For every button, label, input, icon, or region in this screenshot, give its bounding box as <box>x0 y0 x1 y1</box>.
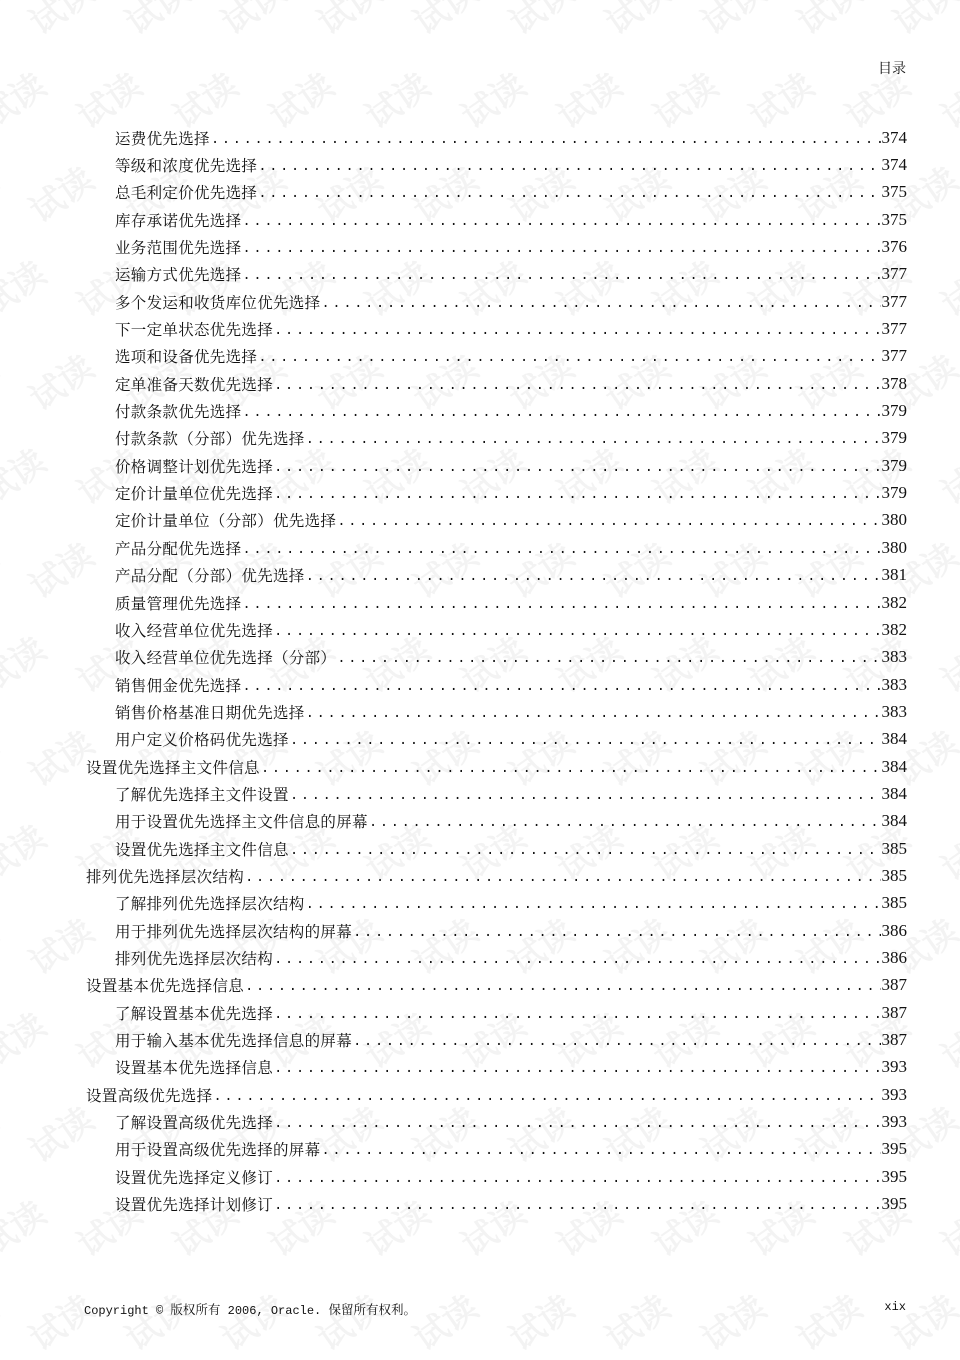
dot-leader <box>353 925 880 941</box>
toc-entry-title: 了解设置基本优先选择 <box>115 1004 274 1023</box>
dot-leader <box>258 350 880 366</box>
watermark-text <box>0 341 6 420</box>
toc-entry-title: 多个发运和收货库位优先选择 <box>115 293 321 312</box>
toc-entry-title: 排列优先选择层次结构 <box>115 949 274 968</box>
dot-leader <box>321 296 880 312</box>
watermark-text <box>210 0 294 44</box>
watermark-text <box>114 0 198 44</box>
dot-leader <box>321 1143 880 1159</box>
toc-entry-page: 377 <box>881 264 907 284</box>
toc-entry[interactable] <box>86 726 907 753</box>
toc-entry[interactable] <box>86 288 907 315</box>
watermark-text <box>0 623 54 702</box>
watermark-text <box>18 0 102 44</box>
watermark-text <box>930 247 960 326</box>
watermark-text <box>594 1281 678 1360</box>
toc-entry-title: 产品分配优先选择 <box>115 539 242 558</box>
page-number: xix <box>884 1300 906 1314</box>
dot-leader <box>274 1061 880 1077</box>
watermark-text <box>402 0 486 44</box>
toc-entry-page: 379 <box>881 455 907 475</box>
dot-leader <box>242 268 880 284</box>
toc-entry-page: 383 <box>881 647 907 667</box>
toc-entry[interactable] <box>86 944 907 971</box>
toc-entry-page: 374 <box>881 127 907 147</box>
dot-leader <box>211 132 881 148</box>
dot-leader <box>261 761 881 777</box>
dot-leader <box>242 241 880 257</box>
watermark-text <box>930 811 960 890</box>
toc-entry-page: 377 <box>881 346 907 366</box>
toc-entry-title: 付款条款优先选择 <box>115 403 242 422</box>
toc-entry[interactable] <box>86 589 907 616</box>
toc-entry[interactable] <box>86 1136 907 1163</box>
toc-entry[interactable] <box>86 179 907 206</box>
toc-entry-title: 销售佣金优先选择 <box>115 676 242 695</box>
toc-entry-title: 运费优先选择 <box>115 129 210 148</box>
toc-entry-title: 用于设置优先选择主文件信息的屏幕 <box>115 813 368 832</box>
toc-entry-title: 排列优先选择层次结构 <box>86 867 245 886</box>
dot-leader <box>274 460 880 476</box>
dot-leader <box>306 706 881 722</box>
toc-entry[interactable] <box>86 862 907 889</box>
dot-leader <box>242 405 880 421</box>
toc-entry-title: 收入经营单位优先选择（分部） <box>115 649 337 668</box>
toc-entry-page: 384 <box>881 756 907 776</box>
watermark-text <box>306 0 390 44</box>
toc-entry-title: 设置优先选择计划修订 <box>115 1196 274 1215</box>
toc-entry[interactable] <box>86 917 907 944</box>
toc-entry[interactable] <box>86 644 907 671</box>
watermark-text <box>930 623 960 702</box>
toc-entry[interactable] <box>86 562 907 589</box>
toc-entry-page: 374 <box>881 155 907 175</box>
toc-entry[interactable] <box>86 1026 907 1053</box>
watermark-text <box>0 153 6 232</box>
dot-leader <box>274 624 880 640</box>
toc-entry-title: 了解优先选择主文件设置 <box>115 785 289 804</box>
toc-entry-title: 设置基本优先选择信息 <box>86 977 245 996</box>
toc-entry-title: 定价计量单位优先选择 <box>115 485 274 504</box>
toc-entry-page: 383 <box>881 701 907 721</box>
toc-entry[interactable] <box>86 999 907 1026</box>
dot-leader <box>242 679 880 695</box>
toc-entry[interactable] <box>86 206 907 233</box>
toc-entry[interactable] <box>86 1163 907 1190</box>
watermark-text <box>690 1281 774 1360</box>
dot-leader <box>290 843 881 859</box>
toc-entry-page: 384 <box>881 783 907 803</box>
toc-entry-page: 387 <box>881 975 907 995</box>
toc-entry-title: 设置优先选择主文件信息 <box>115 840 289 859</box>
toc-entry-page: 385 <box>881 865 907 885</box>
toc-entry-title: 设置高级优先选择 <box>86 1086 213 1105</box>
toc-entry[interactable] <box>86 425 907 452</box>
toc-entry-title: 选项和设备优先选择 <box>115 348 258 367</box>
watermark-text <box>0 1187 54 1266</box>
watermark-text <box>0 435 54 514</box>
dot-leader <box>274 1007 880 1023</box>
dot-leader <box>258 159 880 175</box>
toc-entry-page: 379 <box>881 401 907 421</box>
toc-entry-title: 下一定单状态优先选择 <box>115 321 274 340</box>
dot-leader <box>337 651 880 667</box>
toc-entry-title: 价格调整计划优先选择 <box>115 457 274 476</box>
toc-entry[interactable] <box>86 315 907 342</box>
toc-entry[interactable] <box>86 808 907 835</box>
watermark-text <box>0 59 54 138</box>
toc-entry[interactable] <box>86 1108 907 1135</box>
toc-entry-title: 用于设置高级优先选择的屏幕 <box>115 1141 321 1160</box>
watermark-text <box>0 811 54 890</box>
dot-leader <box>242 214 880 230</box>
watermark-text <box>0 0 6 44</box>
toc-entry-page: 384 <box>881 729 907 749</box>
watermark-text <box>882 0 960 44</box>
toc-entry-page: 384 <box>881 811 907 831</box>
dot-leader <box>213 1089 880 1105</box>
watermark-text <box>0 247 54 326</box>
toc-entry[interactable] <box>86 124 907 151</box>
dot-leader <box>306 432 881 448</box>
watermark-text <box>18 1281 102 1360</box>
dot-leader <box>274 1198 880 1214</box>
toc-entry-title: 等级和浓度优先选择 <box>115 157 258 176</box>
toc-entry-title: 设置优先选择主文件信息 <box>86 758 260 777</box>
watermark-text <box>882 1281 960 1360</box>
toc-entry[interactable] <box>86 233 907 260</box>
toc-entry-title: 了解设置高级优先选择 <box>115 1114 274 1133</box>
toc-entry[interactable] <box>86 1081 907 1108</box>
toc-entry[interactable] <box>86 1054 907 1081</box>
toc-entry-page: 382 <box>881 592 907 612</box>
dot-leader <box>290 788 881 804</box>
dot-leader <box>290 733 881 749</box>
toc-entry-page: 395 <box>881 1139 907 1159</box>
toc-entry[interactable] <box>86 370 907 397</box>
toc-entry-page: 375 <box>881 182 907 202</box>
toc-entry[interactable] <box>86 972 907 999</box>
toc-entry-title: 库存承诺优先选择 <box>115 211 242 230</box>
toc-entry-page: 380 <box>881 537 907 557</box>
toc-entry[interactable] <box>86 151 907 178</box>
toc-entry-page: 385 <box>881 838 907 858</box>
toc-entry-title: 设置基本优先选择信息 <box>115 1059 274 1078</box>
toc-entry-page: 377 <box>881 291 907 311</box>
toc-entry-page: 379 <box>881 483 907 503</box>
toc-entry-page: 395 <box>881 1194 907 1214</box>
toc-entry-title: 收入经营单位优先选择 <box>115 621 274 640</box>
toc-entry-title: 总毛利定价优先选择 <box>115 184 258 203</box>
watermark-text <box>930 435 960 514</box>
toc-entry-page: 383 <box>881 674 907 694</box>
toc-entry-page: 381 <box>881 565 907 585</box>
table-of-contents <box>86 124 907 1218</box>
watermark-text <box>498 0 582 44</box>
toc-entry-title: 业务范围优先选择 <box>115 239 242 258</box>
toc-entry-page: 387 <box>881 1002 907 1022</box>
toc-entry-page: 386 <box>881 920 907 940</box>
dot-leader <box>274 323 880 339</box>
dot-leader <box>369 815 881 831</box>
toc-entry-title: 质量管理优先选择 <box>115 594 242 613</box>
watermark-text <box>306 1281 390 1360</box>
toc-entry-title: 设置优先选择定义修订 <box>115 1168 274 1187</box>
watermark-text <box>786 1281 870 1360</box>
section-header: 目录 <box>878 61 906 77</box>
watermark-text <box>594 0 678 44</box>
toc-entry-page: 377 <box>881 319 907 339</box>
toc-entry[interactable] <box>86 343 907 370</box>
toc-entry[interactable] <box>86 507 907 534</box>
toc-entry-title: 用于排列优先选择层次结构的屏幕 <box>115 922 353 941</box>
watermark-text <box>930 999 960 1078</box>
toc-entry-page: 385 <box>881 893 907 913</box>
toc-entry-page: 382 <box>881 619 907 639</box>
toc-entry-page: 376 <box>881 237 907 257</box>
watermark-text <box>930 1187 960 1266</box>
dot-leader <box>274 378 880 394</box>
toc-entry[interactable] <box>86 698 907 725</box>
watermark-text <box>930 59 960 138</box>
toc-entry-page: 379 <box>881 428 907 448</box>
toc-entry[interactable] <box>86 753 907 780</box>
watermark-text <box>0 717 6 796</box>
toc-entry[interactable] <box>86 452 907 479</box>
toc-entry[interactable] <box>86 1190 907 1217</box>
toc-entry[interactable] <box>86 534 907 561</box>
watermark-text <box>210 1281 294 1360</box>
toc-entry-title: 用于输入基本优先选择信息的屏幕 <box>115 1032 353 1051</box>
watermark-text <box>114 1281 198 1360</box>
toc-entry-page: 380 <box>881 510 907 530</box>
toc-entry[interactable] <box>86 890 907 917</box>
toc-entry[interactable] <box>86 479 907 506</box>
dot-leader <box>242 597 880 613</box>
toc-entry-title: 用户定义价格码优先选择 <box>115 731 289 750</box>
watermark-text <box>0 1281 6 1360</box>
toc-entry-page: 393 <box>881 1112 907 1132</box>
toc-entry[interactable] <box>86 397 907 424</box>
toc-entry-title: 销售价格基准日期优先选择 <box>115 703 305 722</box>
toc-entry[interactable] <box>86 616 907 643</box>
toc-entry-page: 378 <box>881 373 907 393</box>
toc-entry-page: 375 <box>881 209 907 229</box>
watermark-text <box>498 1281 582 1360</box>
toc-entry-title: 产品分配（分部）优先选择 <box>115 567 305 586</box>
copyright-notice: Copyright © 版权所有 2006, Oracle. 保留所有权利。 <box>84 1302 416 1318</box>
toc-entry[interactable] <box>86 835 907 862</box>
dot-leader <box>274 487 880 503</box>
dot-leader <box>242 542 880 558</box>
watermark-text <box>786 0 870 44</box>
watermark-text <box>0 905 6 984</box>
dot-leader <box>245 979 880 995</box>
toc-entry[interactable] <box>86 671 907 698</box>
watermark-text <box>0 1093 6 1172</box>
dot-leader <box>353 1034 880 1050</box>
toc-entry-title: 定单准备天数优先选择 <box>115 375 274 394</box>
page-footer <box>84 1300 906 1318</box>
dot-leader <box>274 952 880 968</box>
toc-entry[interactable] <box>86 261 907 288</box>
watermark-text <box>0 999 54 1078</box>
watermark-text <box>0 529 6 608</box>
dot-leader <box>306 569 881 585</box>
dot-leader <box>245 870 880 886</box>
toc-entry-title: 付款条款（分部）优先选择 <box>115 430 305 449</box>
dot-leader <box>306 897 881 913</box>
toc-entry-page: 386 <box>881 947 907 967</box>
dot-leader <box>337 514 880 530</box>
dot-leader <box>274 1116 880 1132</box>
toc-entry-page: 387 <box>881 1030 907 1050</box>
dot-leader <box>258 186 880 202</box>
toc-entry-page: 395 <box>881 1166 907 1186</box>
watermark-text <box>402 1281 486 1360</box>
toc-entry-title: 定价计量单位（分部）优先选择 <box>115 512 337 531</box>
toc-entry-title: 运输方式优先选择 <box>115 266 242 285</box>
toc-entry-title: 了解排列优先选择层次结构 <box>115 895 305 914</box>
toc-entry-page: 393 <box>881 1084 907 1104</box>
watermark-text <box>690 0 774 44</box>
toc-entry-page: 393 <box>881 1057 907 1077</box>
toc-entry[interactable] <box>86 780 907 807</box>
dot-leader <box>274 1171 880 1187</box>
